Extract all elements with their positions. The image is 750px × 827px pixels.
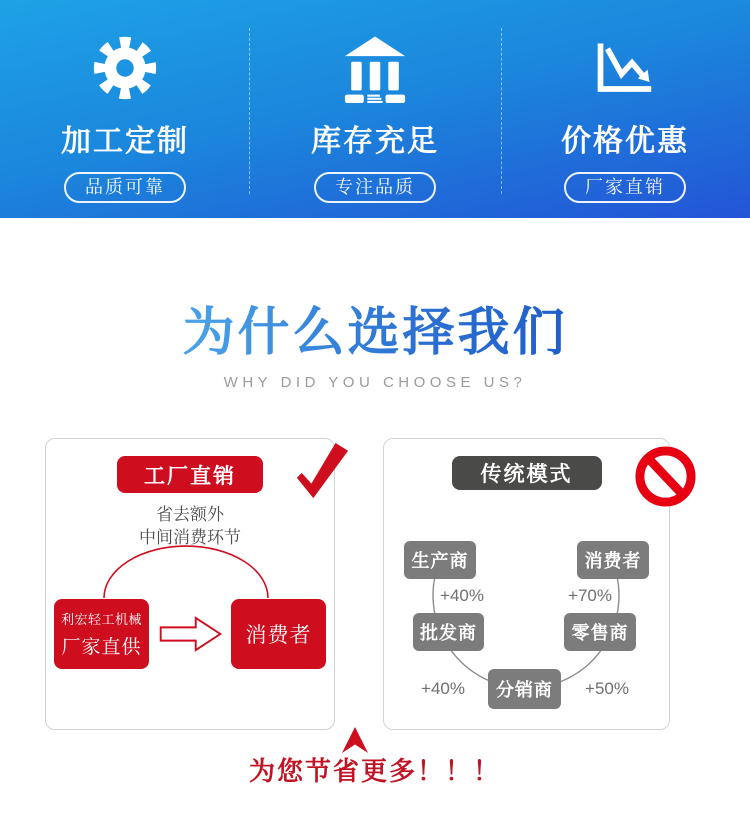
feature-title: 价格优惠 (561, 125, 689, 158)
page-subtitle: WHY DID YOU CHOOSE US? (223, 374, 527, 391)
feature-price (500, 0, 750, 218)
node-wholesaler: 批发商 (413, 613, 484, 651)
markup-label: +40% (440, 586, 484, 605)
factory-direct-panel (45, 438, 335, 730)
prohibition-icon (634, 445, 697, 508)
panel-header: 传统模式 (452, 456, 602, 490)
supplier-role: 厂家直供 (61, 637, 142, 658)
panel-header: 工厂直销 (117, 456, 263, 493)
feature-badge: 品质可靠 (64, 172, 186, 203)
traditional-mode-panel (383, 438, 670, 730)
consumer-node: 消费者 (231, 599, 326, 669)
supplier-name: 利宏轻工机械 (60, 612, 142, 627)
arrow-right-icon (158, 616, 224, 652)
savings-slogan: 为您节省更多！！！ (248, 756, 501, 786)
divider (501, 28, 502, 194)
feature-title: 加工定制 (61, 125, 189, 158)
node-consumer: 消费者 (577, 541, 649, 579)
supplier-node (54, 599, 149, 669)
note-line: 中间消费环节 (139, 528, 241, 547)
gear-icon (90, 33, 160, 103)
markup-label: +40% (421, 679, 465, 698)
node-distributor: 分销商 (488, 669, 561, 709)
checkmark-icon (292, 442, 352, 500)
markup-label: +50% (585, 679, 629, 698)
note-line: 省去额外 (156, 505, 224, 524)
node-retailer: 零售商 (564, 613, 636, 651)
chart-down-icon (590, 33, 660, 103)
arrow-up-icon (342, 727, 368, 753)
feature-title: 库存充足 (311, 125, 439, 158)
feature-badge: 专注品质 (314, 172, 436, 203)
feature-badge: 厂家直销 (564, 172, 686, 203)
feature-stock (250, 0, 500, 218)
node-producer: 生产商 (404, 541, 476, 579)
feature-custom-processing (0, 0, 250, 218)
divider (249, 28, 250, 194)
markup-label: +70% (568, 586, 612, 605)
hero-banner (0, 0, 750, 218)
panel-note (46, 503, 334, 549)
page-title: 为什么选择我们 (182, 290, 567, 365)
section-title (0, 290, 750, 391)
bank-icon (340, 33, 410, 103)
